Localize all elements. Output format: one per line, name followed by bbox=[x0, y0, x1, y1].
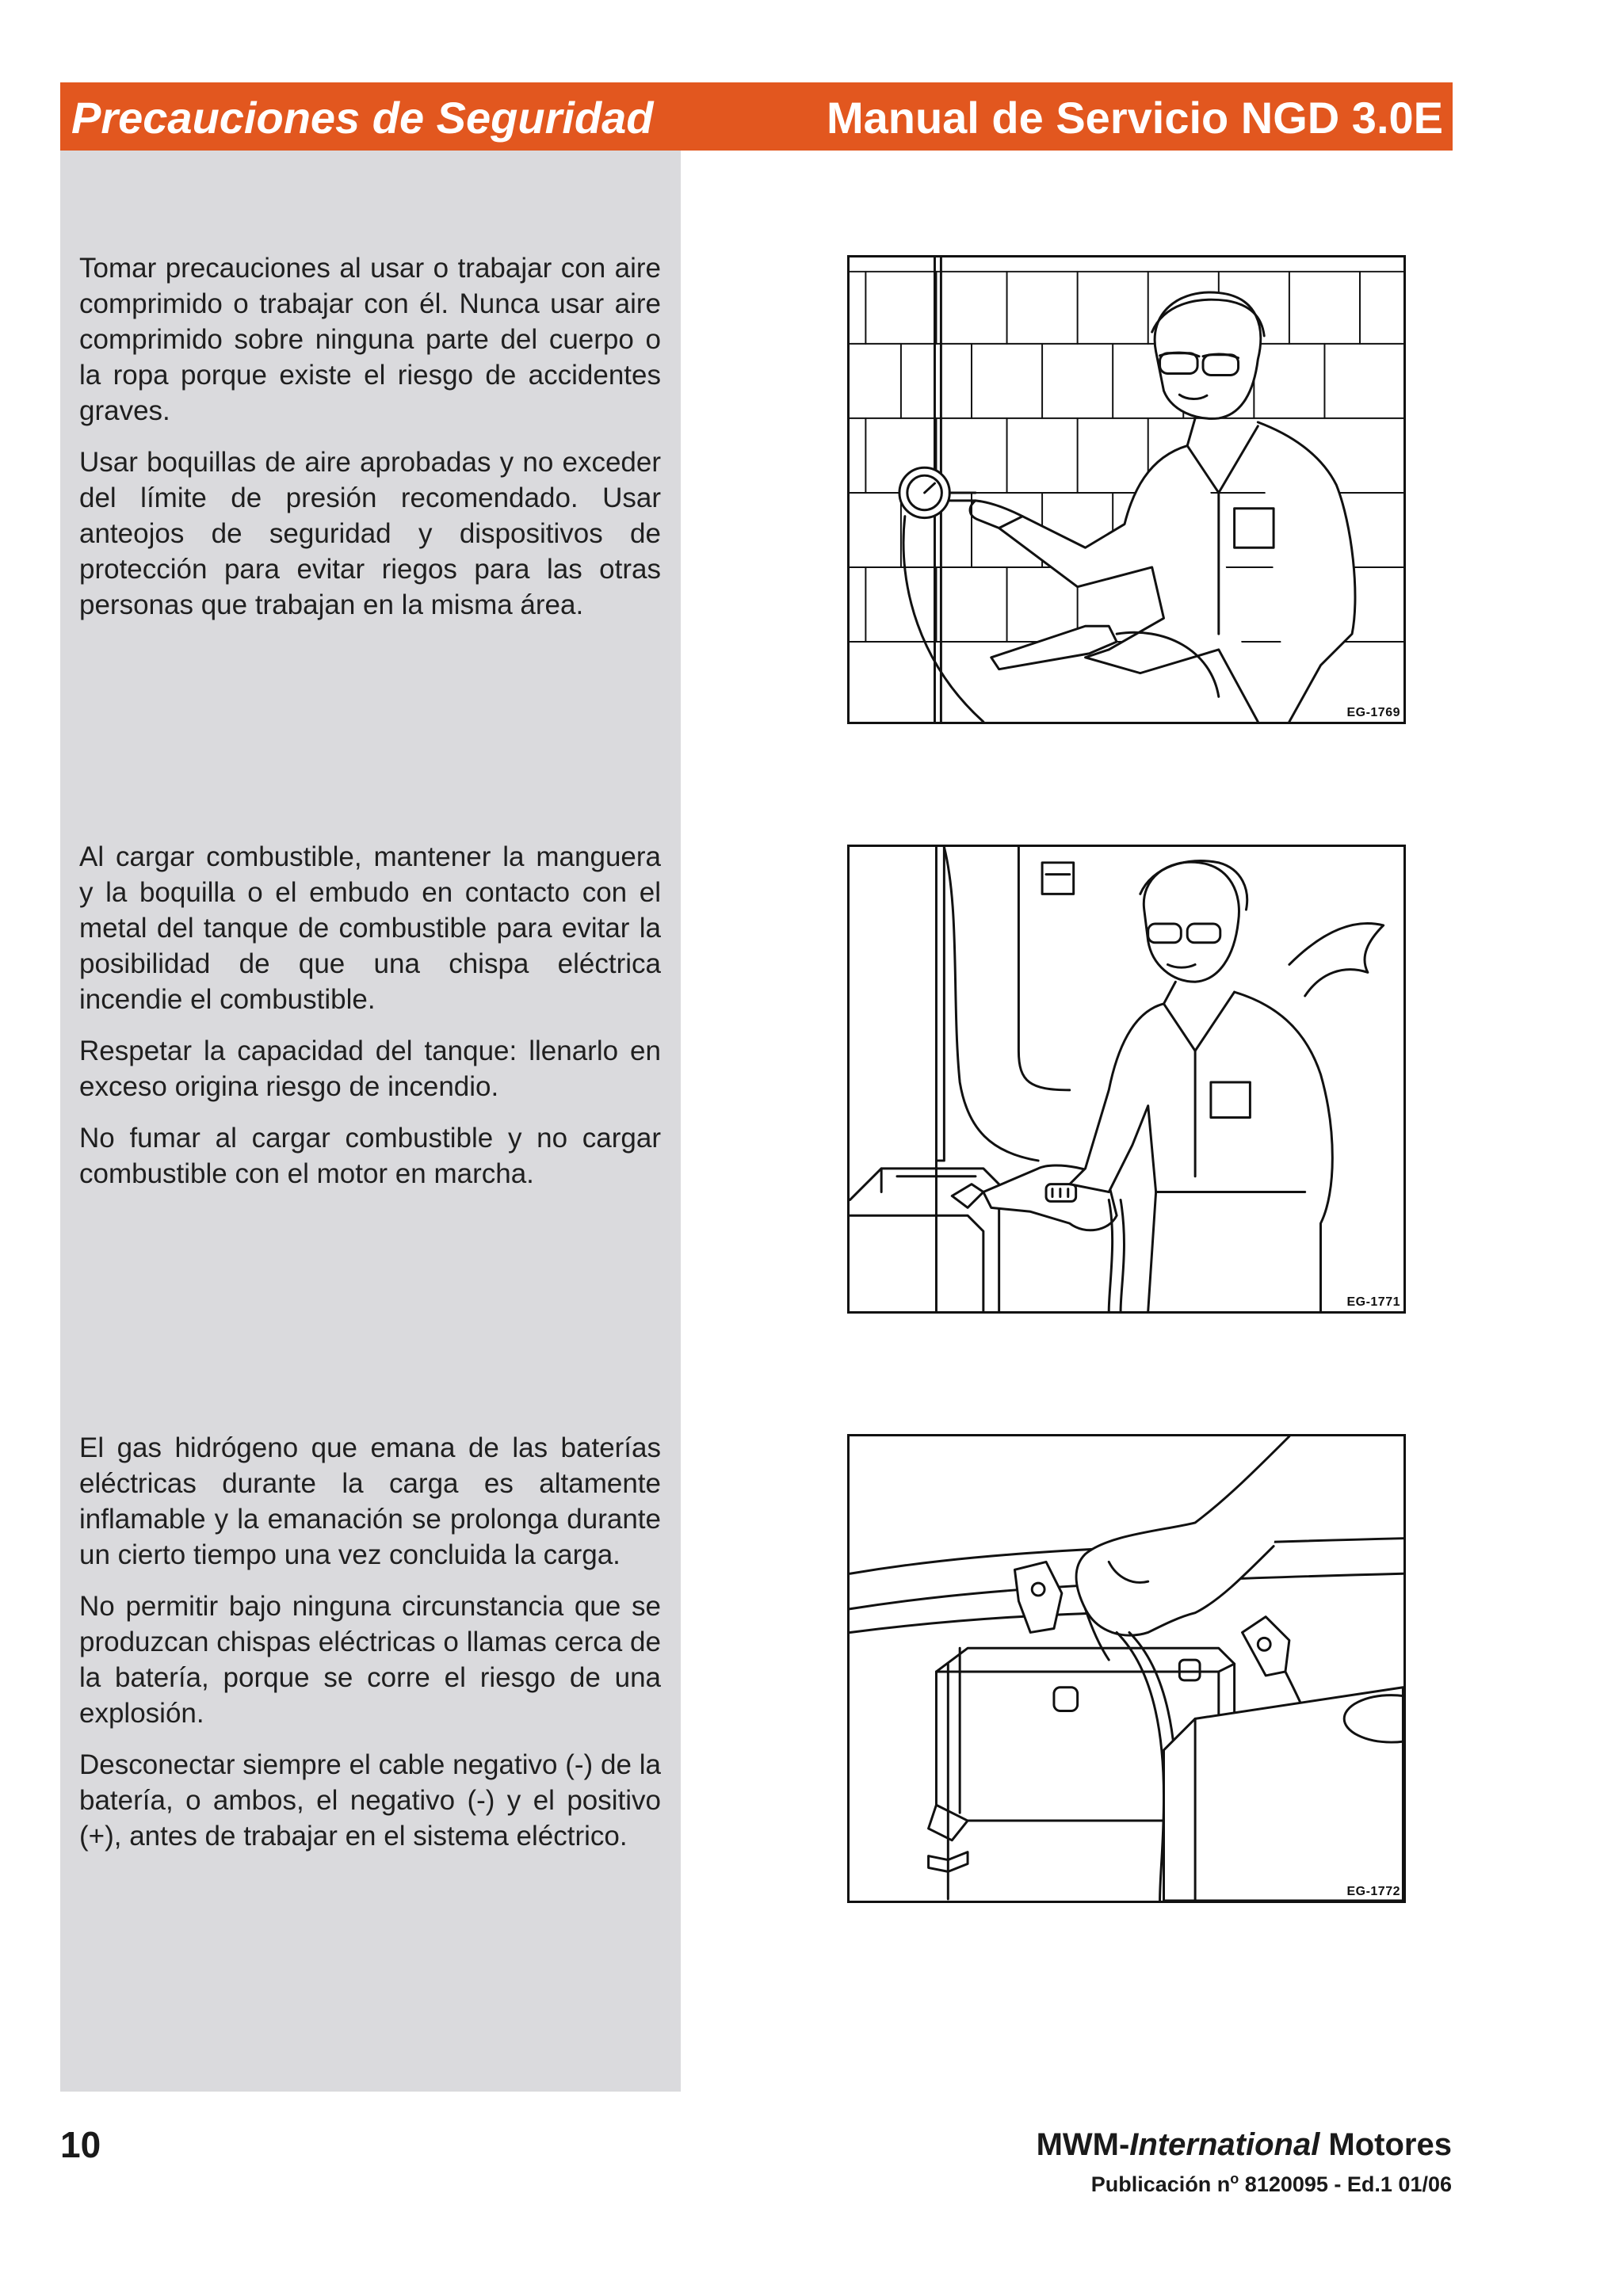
paragraph: No permitir bajo ninguna circunstancia que se produzcan chispas eléctricas o llamas cerca de la batería, porque se corre el riesgo de una explosión. bbox=[79, 1591, 661, 1729]
figure-code: EG-1771 bbox=[1346, 1295, 1400, 1309]
paragraph: Desconectar siempre el cable negativo (-) de la batería, o ambos, el negativo (-) y el positivo (+), antes de trabajar en el sistema eléctrico. bbox=[79, 1749, 661, 1852]
illustration-fuel-refill bbox=[847, 845, 1406, 1314]
section-battery bbox=[79, 1430, 661, 1870]
page-number: 10 bbox=[60, 2124, 101, 2165]
figure-code: EG-1772 bbox=[1346, 1885, 1400, 1898]
publication-info bbox=[1091, 2171, 1452, 2197]
manual-title: Manual de Servicio NGD 3.0E bbox=[826, 93, 1443, 143]
paragraph: Usar boquillas de aire aprobadas y no exceder del límite de presión recomendado. Usar anteojos de seguridad y dispositivos de protección para evitar riegos para las otras personas que trabajan en la misma área. bbox=[79, 447, 661, 620]
brand-italic: International bbox=[1129, 2127, 1320, 2162]
illustration-battery bbox=[847, 1434, 1406, 1903]
figure-code: EG-1769 bbox=[1346, 706, 1400, 719]
publisher-brand bbox=[1037, 2127, 1452, 2163]
brand-suffix: Motores bbox=[1319, 2127, 1452, 2162]
section-fuel-refill bbox=[79, 839, 661, 1207]
paragraph: Tomar precauciones al usar o trabajar con aire comprimido o trabajar con él. Nunca usar aire comprimido sobre ninguna parte del cuerpo o la ropa porque existe el riesgo de accidentes graves. bbox=[79, 253, 661, 426]
section-title: Precauciones de Seguridad bbox=[71, 93, 654, 143]
publication-prefix: Publicación n bbox=[1090, 2172, 1231, 2196]
paragraph: El gas hidrógeno que emana de las baterías eléctricas durante la carga es altamente inflamable y la emanación se prolonga durante un cierto tiempo una vez concluida la carga. bbox=[79, 1432, 661, 1570]
publication-suffix: 8120095 - Ed.1 01/06 bbox=[1239, 2172, 1452, 2196]
header-bar bbox=[60, 82, 1453, 151]
paragraph: Respetar la capacidad del tanque: llenarlo en exceso origina riesgo de incendio. bbox=[79, 1035, 661, 1102]
brand-prefix: MWM- bbox=[1036, 2127, 1130, 2162]
publication-sup: o bbox=[1230, 2171, 1239, 2187]
paragraph: No fumar al cargar combustible y no cargar combustible con el motor en marcha. bbox=[79, 1123, 661, 1189]
paragraph: Al cargar combustible, mantener la manguera y la boquilla o el embudo en contacto con el metal del tanque de combustible para evitar la posibilidad de que una chispa eléctrica incendie el combustible. bbox=[79, 841, 661, 1015]
illustration-compressed-air bbox=[847, 255, 1406, 724]
section-compressed-air bbox=[79, 250, 661, 639]
